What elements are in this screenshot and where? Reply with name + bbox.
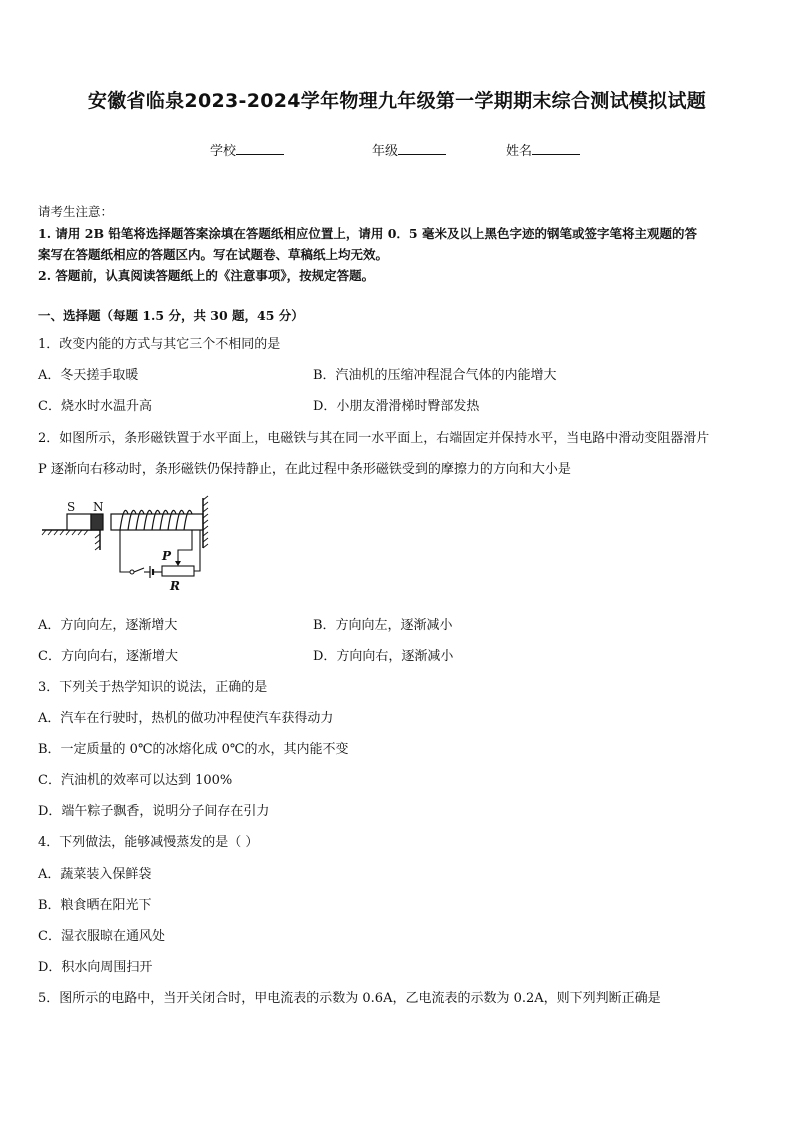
- q2-stem-line-2: P 逐渐向右移动时，条形磁铁仍保持静止，在此过程中条形磁铁受到的摩擦力的方向和大小是: [38, 462, 571, 477]
- grade-field[interactable]: [372, 140, 446, 159]
- bar-magnet-s: [67, 514, 91, 530]
- q4-option-c[interactable]: C．湿衣服晾在通风处: [38, 929, 165, 944]
- q4-option-b[interactable]: B．粮食晒在阳光下: [38, 898, 152, 913]
- notice-item-2: 2. 答题前，认真阅读答题纸上的《注意事项》，按规定答题。: [38, 268, 375, 283]
- section-heading: 一、选择题（每题 1.5 分，共 30 题，45 分）: [38, 308, 304, 323]
- magnet-n-label: N: [93, 500, 104, 514]
- exam-title: 安徽省临泉2023-2024学年物理九年级第一学期期末综合测试模拟试题: [87, 90, 707, 112]
- bar-magnet-n: [91, 514, 103, 530]
- q2-option-d[interactable]: D．方向向右，逐渐减小: [313, 649, 454, 664]
- q1-option-b[interactable]: B．汽油机的压缩冲程混合气体的内能增大: [313, 368, 557, 383]
- q1-option-c[interactable]: C．烧水时水温升高: [38, 399, 152, 414]
- electromagnet-core: [111, 514, 203, 530]
- q3-option-a[interactable]: A．汽车在行驶时，热机的做功冲程使汽车获得动力: [38, 711, 334, 726]
- school-label: 学校: [210, 144, 237, 159]
- grade-label: 年级: [372, 144, 399, 159]
- q2-option-c[interactable]: C．方向向右，逐渐增大: [38, 649, 178, 664]
- q4-stem: 4．下列做法，能够减慢蒸发的是（ ）: [38, 835, 259, 850]
- q2-option-a[interactable]: A．方向向左，逐渐增大: [38, 618, 178, 633]
- slider-p-label: P: [162, 549, 172, 563]
- rheostat: [162, 566, 194, 576]
- q4-option-d[interactable]: D．积水向周围扫开: [38, 960, 153, 975]
- q1-option-d[interactable]: D．小朋友滑滑梯时臀部发热: [313, 399, 480, 414]
- q3-option-c[interactable]: C．汽油机的效率可以达到 100%: [38, 773, 233, 788]
- rheostat-r-label: R: [170, 579, 180, 593]
- name-field[interactable]: [506, 140, 580, 159]
- rheostat-slider: [175, 561, 181, 566]
- q2-circuit-figure: [40, 494, 220, 594]
- grade-blank[interactable]: [398, 142, 446, 155]
- switch: [134, 568, 144, 572]
- notice-item-1-line-2: 案写在答题纸相应的答题区内。写在试题卷、草稿纸上均无效。: [38, 247, 389, 262]
- name-blank[interactable]: [532, 142, 580, 155]
- q2-option-b[interactable]: B．方向向左，逐渐减小: [313, 618, 453, 633]
- school-blank[interactable]: [236, 142, 284, 155]
- name-label: 姓名: [506, 144, 533, 159]
- q4-option-a[interactable]: A．蔬菜装入保鲜袋: [38, 867, 152, 882]
- q3-option-d[interactable]: D．端午粽子飘香，说明分子间存在引力: [38, 804, 270, 819]
- school-field[interactable]: [210, 140, 284, 159]
- q3-stem: 3．下列关于热学知识的说法，正确的是: [38, 680, 268, 695]
- q2-stem-line-1: 2．如图所示，条形磁铁置于水平面上，电磁铁与其在同一水平面上，右端固定并保持水平，当电路中滑动变阻器滑片: [38, 431, 710, 446]
- q3-option-b[interactable]: B．一定质量的 0℃的冰熔化成 0℃的水，其内能不变: [38, 742, 349, 757]
- magnet-s-label: S: [67, 500, 76, 514]
- q1-stem: 1．改变内能的方式与其它三个不相同的是: [38, 337, 281, 352]
- q5-stem: 5．图所示的电路中，当开关闭合时，甲电流表的示数为 0.6A，乙电流表的示数为 0.2A，则下列判断正确是: [38, 991, 661, 1006]
- q1-option-a[interactable]: A．冬天搓手取暖: [38, 368, 139, 383]
- notice-heading: 请考生注意：: [38, 204, 114, 219]
- notice-item-1-line-1: 1. 请用 2B 铅笔将选择题答案涂填在答题纸相应位置上，请用 0．5 毫米及以上黑色字迹的钢笔或签字笔将主观题的答: [38, 226, 697, 241]
